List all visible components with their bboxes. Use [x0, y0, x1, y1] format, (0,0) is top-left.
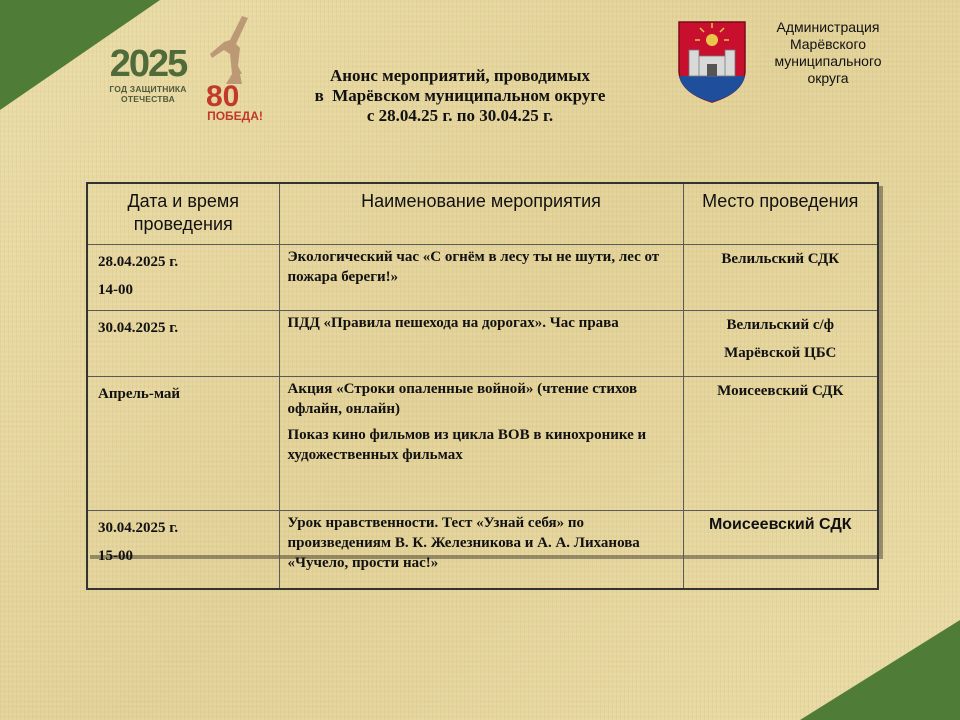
victory-logo-number: 80: [206, 80, 240, 110]
cell-date: [87, 377, 279, 511]
time-text: 15-00: [98, 548, 133, 564]
place-text: Велильский СДК: [721, 251, 840, 267]
cell-place: [683, 377, 878, 511]
administration-label: [752, 19, 904, 87]
header-place: Место проведения: [683, 183, 878, 245]
cell-event: [279, 245, 683, 311]
time-text: 14-00: [98, 282, 133, 298]
event-text: Акция «Строки опаленные войной» (чтение стихов офлайн, онлайн): [287, 381, 638, 417]
victory-80-logo: [202, 14, 266, 126]
administration-line-1: Администрация: [776, 19, 880, 35]
cell-event: [279, 511, 683, 590]
cell-place: [683, 511, 878, 590]
year-logo-number: 2025: [109, 43, 187, 85]
motherland-statue-icon: [202, 14, 266, 110]
date-text: 30.04.2025 г.: [98, 520, 179, 536]
year-of-defender-logo: [104, 44, 192, 114]
cell-place: [683, 311, 878, 377]
cell-date: [87, 311, 279, 377]
place-text: Велильский с/ф: [726, 317, 835, 333]
table-row: [87, 311, 878, 377]
events-table-container: [86, 182, 879, 571]
table-row: [87, 377, 878, 511]
place-text: Моисеевский СДК: [717, 383, 844, 399]
title-line-2: в Марёвском муниципальном округе: [314, 86, 606, 105]
date-text: 30.04.2025 г.: [98, 320, 179, 336]
date-text: Апрель-май: [98, 386, 181, 402]
table-row: [87, 245, 878, 311]
place-text: Марёвской ЦБС: [724, 345, 837, 361]
title-line-1: Анонс мероприятий, проводимых: [329, 66, 591, 85]
date-text: 28.04.2025 г.: [98, 254, 179, 270]
victory-logo-text: ПОБЕДА!: [207, 109, 263, 123]
place-text: Моисеевский СДК: [708, 516, 852, 533]
header-date: Дата и время проведения: [87, 183, 279, 245]
year-logo-line2: ОТЕЧЕСТВА: [121, 94, 175, 104]
administration-line-2: Марёвского: [789, 36, 867, 52]
cell-date: [87, 245, 279, 311]
header-event: Наименование мероприятия: [279, 183, 683, 245]
event-text: Урок нравственности. Тест «Узнай себя» по произведениям В. К. Железникова и А. А. Лиханова «Чучело, прости нас!»: [287, 515, 640, 571]
table-row: [87, 511, 878, 590]
year-logo-line1: ГОД ЗАЩИТНИКА: [109, 84, 187, 94]
cell-event: [279, 311, 683, 377]
events-table: [86, 182, 879, 590]
event-text: Экологический час «С огнём в лесу ты не шути, лес от пожара береги!»: [287, 249, 660, 285]
page-title: [270, 66, 650, 126]
administration-line-4: округа: [807, 70, 849, 86]
cell-event: [279, 377, 683, 511]
corner-decoration-bottom-right: [800, 620, 960, 720]
cell-date: [87, 511, 279, 590]
event-text: Показ кино фильмов из цикла ВОВ в кинохронике и художественных фильмах: [287, 427, 647, 463]
table-header-row: [87, 183, 878, 245]
title-line-3: с 28.04.25 г. по 30.04.25 г.: [366, 106, 554, 125]
administration-line-3: муниципального: [774, 53, 882, 69]
event-text: ПДД «Правила пешехода на дорогах». Час права: [287, 315, 619, 331]
cell-place: [683, 245, 878, 311]
coat-of-arms-icon: [677, 20, 747, 104]
